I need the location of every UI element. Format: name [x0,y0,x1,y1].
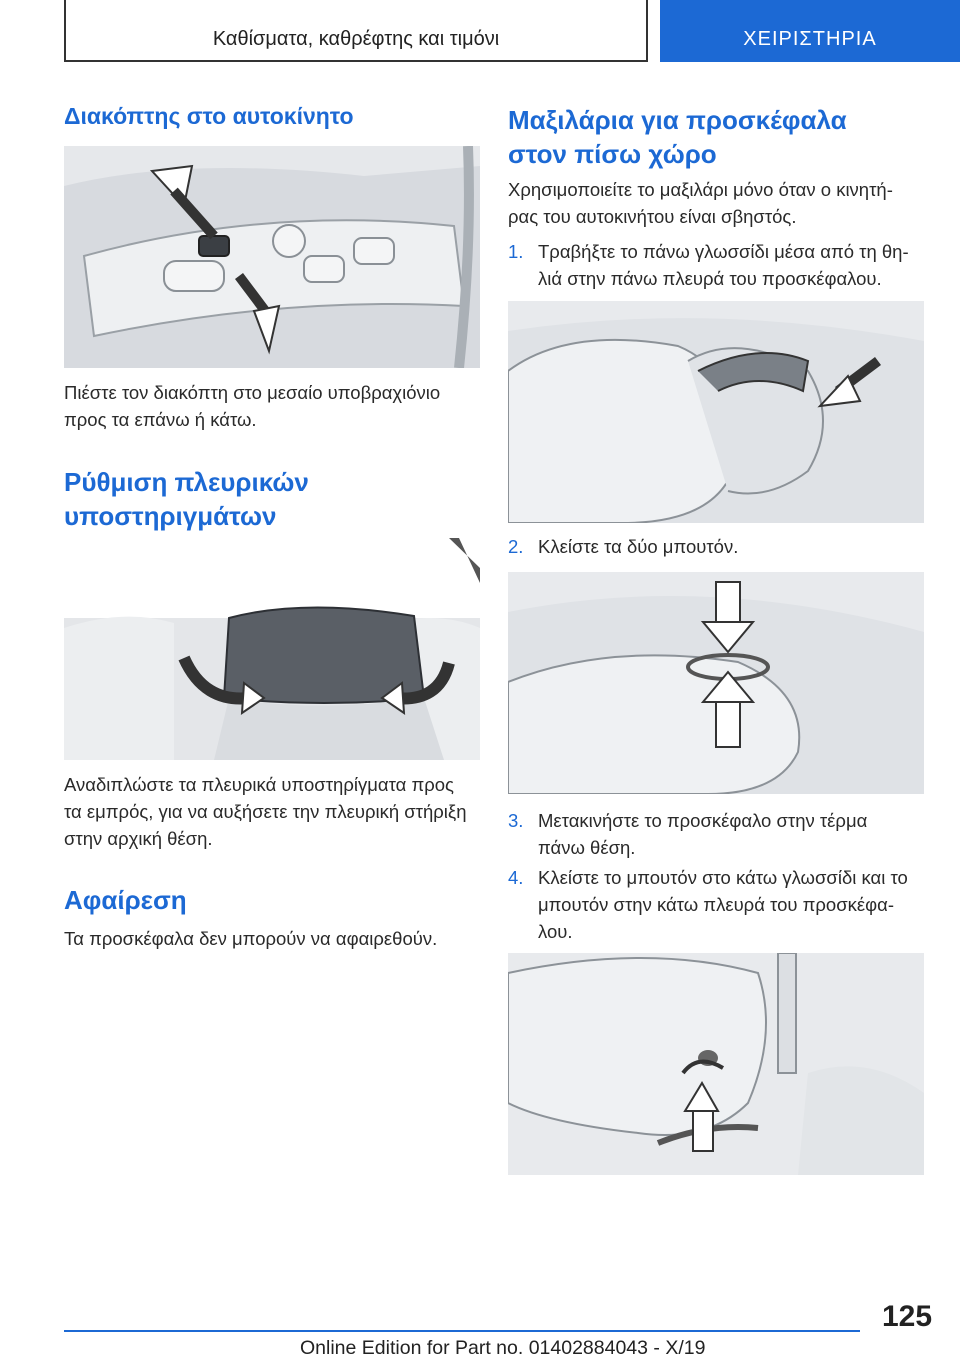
header-section-title [64,0,648,62]
seat-switch-illustration [64,146,480,368]
section-title: Καθίσματα, καθρέφτης και τιμόνι [212,27,500,50]
step-2 [508,533,928,560]
step-1 [508,238,928,292]
step-text-line: Κλείστε τα δύο μπουτόν. [538,536,739,557]
page-number: 125 [882,1300,933,1333]
step-4 [508,864,928,945]
step-3 [508,807,928,861]
removal-heading: Αφαίρεση [64,885,187,915]
side-support-heading-line-1: Ρύθμιση πλευρικών [64,467,309,497]
step-text-line: μπουτόν στην κάτω πλευρά του προσκέφα- [538,894,894,915]
step-text-line: λου. [538,921,573,942]
footer-divider [64,1330,860,1332]
step-number: 4. [508,867,524,888]
cushion-step-2-illustration [508,572,924,794]
switch-text-line-2: προς τα επάνω ή κάτω. [64,409,257,430]
side-text-line-2: τα εμπρός, για να αυξήσετε την πλευρική στήριξη [64,801,467,822]
cushion-heading-line-1: Μαξιλάρια για προσκέφαλα [508,105,847,135]
step-number: 2. [508,536,524,557]
side-text-line-3: στην αρχική θέση. [64,828,213,849]
step-text-line: Κλείστε το μπουτόν στο κάτω γλωσσίδι και το [538,867,908,888]
cushion-intro-line-2: ρας του αυτοκινήτου είναι σβηστός. [508,206,797,227]
cushion-intro-line-1: Χρησιμοποιείτε το μαξιλάρι μόνο όταν ο κινητή- [508,179,893,200]
switch-text-line-1: Πιέστε τον διακόπτη στο μεσαίο υποβραχιόνιο [64,382,441,403]
chapter-tab-label: ΧΕΙΡΙΣΤΗΡΙΑ [743,27,877,50]
step-number: 3. [508,810,524,831]
step-text-line: πάνω θέση. [538,837,636,858]
side-text-line-1: Αναδιπλώστε τα πλευρικά υποστηρίγματα προς [64,774,454,795]
side-support-heading-line-2: υποστηριγμάτων [64,501,277,531]
edition-footer: Online Edition for Part no. 01402884043 - X/19 [300,1337,706,1359]
step-text-line: Τραβήξτε το πάνω γλωσσίδι μέσα από τη θη- [538,241,909,262]
removal-text: Τα προσκέφαλα δεν μπορούν να αφαιρεθούν. [64,928,438,949]
cushion-heading-line-2: στον πίσω χώρο [508,139,717,169]
step-text-line: λιά στην πάνω πλευρά του προσκέφαλου. [538,268,882,289]
step-number: 1. [508,241,524,262]
step-text-line: Μετακινήστε το προσκέφαλο στην τέρμα [538,810,868,831]
cushion-step-4-illustration [508,953,924,1175]
cushion-step-1-illustration [508,301,924,523]
chapter-tab[interactable] [660,0,960,62]
side-support-illustration [64,538,480,760]
switch-heading: Διακόπτης στο αυτοκίνητο [64,103,354,129]
